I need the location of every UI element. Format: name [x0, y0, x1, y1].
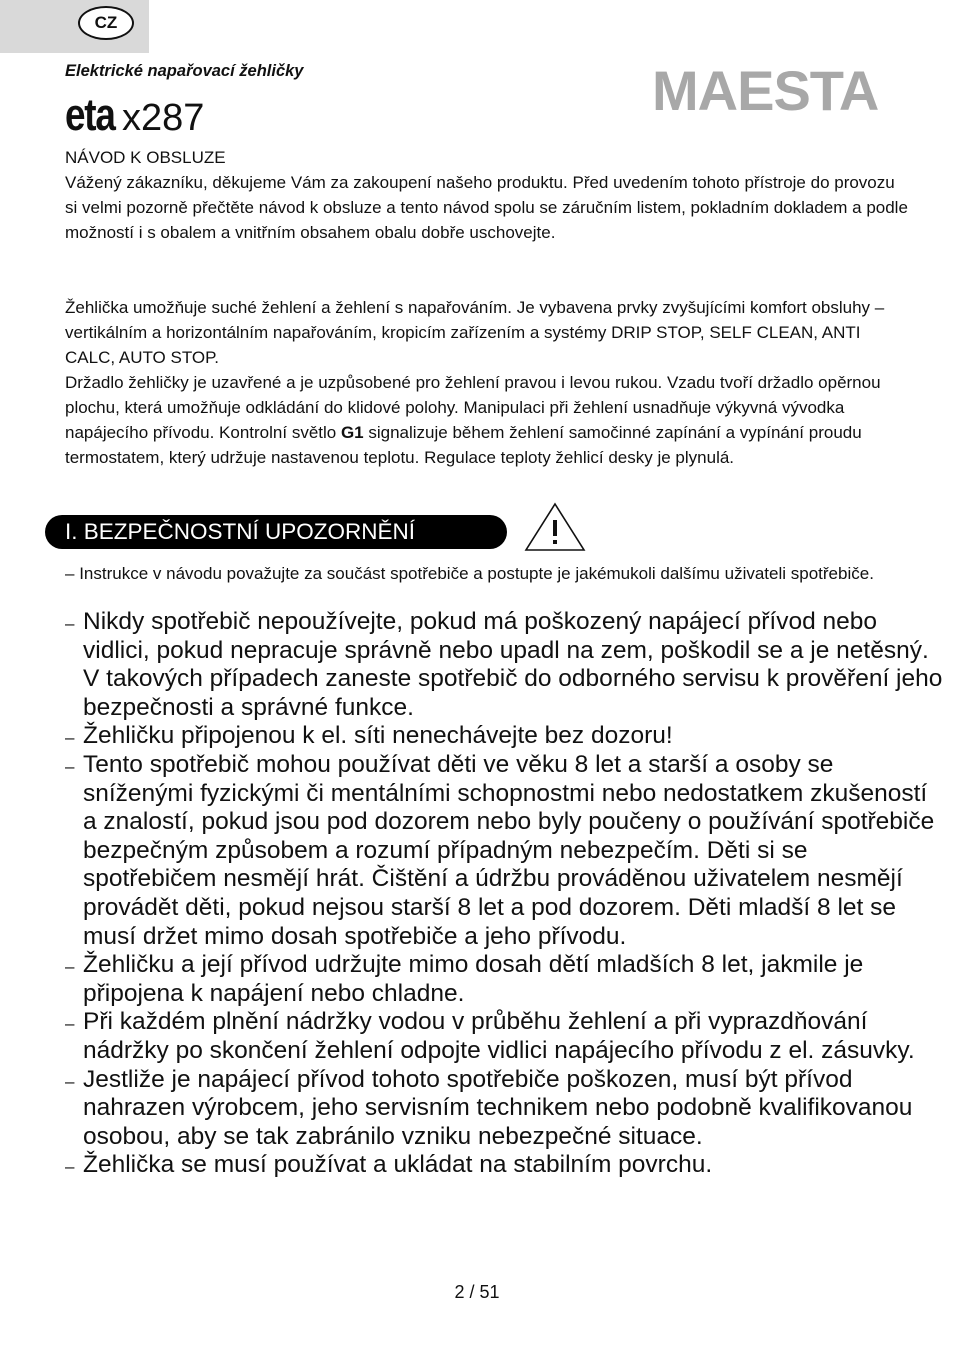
page-number: 2 / 51 — [454, 1282, 500, 1302]
safety-item — [65, 1066, 945, 1152]
intro-paragraph-3-end: signalizuje během žehlení samočinné zapínání a vypínání proudu termostatem, který udržuje nastavenou teplotu. Regulace teploty žehlicí desky je plynulá. — [65, 423, 862, 467]
intro-paragraph-3 — [65, 370, 910, 470]
safety-item-text: Žehlička se musí používat a ukládat na stabilním povrchu. — [83, 1151, 713, 1179]
safety-note-small — [65, 563, 925, 584]
safety-list — [65, 608, 945, 1180]
safety-item — [65, 1151, 945, 1180]
indicator-light-label: G1 — [340, 423, 364, 442]
intro-paragraph-1: Vážený zákazníku, děkujeme Vám za zakoupení našeho produktu. Před uvedením tohoto přístroje do provozu si velmi pozorně přečtěte návod k obsluze a tento návod spolu se záručním listem, pokladním dokladem a podle možností i s obalem a vnitřním obsahem obalu dobře uschovejte. — [65, 173, 908, 242]
safety-item-text: Žehličku a její přívod udržujte mimo dosah dětí mladších 8 let, jakmile je připojena k napájení nebo chladne. — [83, 951, 864, 1007]
list-dash: – — [65, 1157, 75, 1177]
list-dash: – — [65, 756, 75, 776]
safety-item — [65, 951, 945, 1008]
safety-note-text: Instrukce v návodu považujte za součást spotřebiče a postupte je jakémukoli dalšímu uživateli spotřebiče. — [79, 564, 874, 583]
safety-item — [65, 751, 945, 951]
safety-item-text: Jestliže je napájecí přívod tohoto spotřebiče poškozen, musí být přívod nahrazen výrobcem, jeho servisním technikem nebo podobně kvalifikovanou osobou, aby se tak zabránilo vzniku nebezpečné situace. — [83, 1065, 913, 1150]
section-heading: I. BEZPEČNOSTNÍ UPOZORNĚNÍ — [45, 515, 507, 549]
intro-paragraph-3-start: Držadlo žehličky je uzavřené a je uzpůsobené pro žehlení pravou i levou rukou. Vzadu tvoří držadlo opěrnou plochu, která umožňuje odkládání do klidové polohy. Manipulaci při žehlení usnadňuje výkyvná vývodka napájecího přívodu. Kontrolní světlo — [65, 373, 881, 442]
list-dash: – — [65, 564, 75, 583]
warning-triangle-icon — [523, 501, 587, 553]
safety-item-text: Nikdy spotřebič nepoužívejte, pokud má poškozený napájecí přívod nebo vidlici, pokud nepracuje správně nebo upadl na zem, poškodil se a je netěsný. V takových případech zaneste spotřebič do odborného servisu k prověření jeho bezpečnosti a správné funkce. — [83, 608, 943, 721]
list-dash: – — [65, 1014, 75, 1034]
manual-title: NÁVOD K OBSLUZE — [65, 148, 226, 167]
product-category: Elektrické napařovací žehličky — [65, 62, 304, 80]
model-number: x287 — [122, 97, 205, 139]
list-dash: – — [65, 728, 75, 748]
list-dash: – — [65, 614, 75, 633]
language-badge: CZ — [78, 6, 134, 40]
list-dash: – — [65, 957, 75, 977]
safety-item — [65, 722, 945, 751]
safety-item — [65, 1008, 945, 1065]
model-line — [65, 89, 204, 141]
safety-item — [65, 608, 945, 722]
intro-paragraph-2: Žehlička umožňuje suché žehlení a žehlení s napařováním. Je vybavena prvky zvyšujícími komfort obsluhy – vertikálním a horizontálním napařováním, kropicím zařízením a systémy DRIP STOP, SELF CLEAN, ANTI CALC, AUTO STOP. — [65, 298, 885, 367]
list-dash: – — [65, 1071, 75, 1091]
safety-item-text: Tento spotřebič mohou používat děti ve věku 8 let a starší a osoby se sníženými fyzickými či mentálními schopnostmi nebo nedostatkem zkušeností a znalostí, pokud jsou pod dozorem nebo byly poučeny o používání spotřebiče bezpečným způsobem a rozumí případným nebezpečím. Děti si se spotřebičem nesmějí hrát. Čištění a údržbu prováděnou uživatelem nesmějí provádět děti, pokud nejsou starší 8 let a pod dozorem. Děti mladší 8 let se musí držet mimo dosah spotřebiče a jeho přívodu. — [83, 750, 935, 950]
language-tab — [0, 0, 149, 53]
safety-item-text: Při každém plnění nádržky vodou v průběhu žehlení a při vyprazdňování nádržky po skončení žehlení odpojte vidlici napájecího přívodu z el. zásuvky. — [83, 1008, 915, 1064]
maesta-logo: MAESTA — [652, 59, 879, 122]
eta-logo: eta — [65, 89, 115, 140]
safety-item-text: Žehličku připojenou k el. síti nenechávejte bez dozoru! — [83, 722, 673, 750]
